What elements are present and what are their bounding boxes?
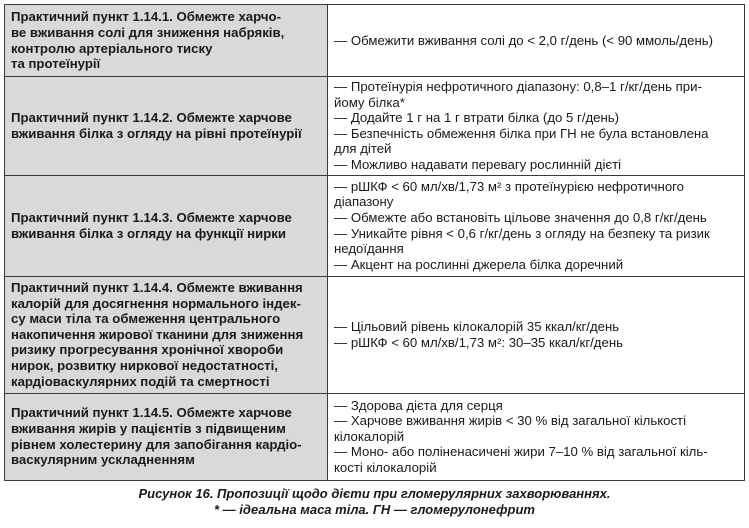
recommendation-text: — Здорова дієта для серця — Харчове вживання жирів < 30 % від загальної кількості кілокалорій — Моно- або поліненасичені жири 7–10 % від загальної кіль- кості кілокалорій <box>334 397 708 475</box>
practice-point-cell <box>5 393 328 480</box>
table-row <box>5 276 745 393</box>
recommendation-text: — рШКФ < 60 мл/хв/1,73 м² з протеїнурією нефротичного діапазону — Обмежте або встановіть цільове значення до 0,8 г/кг/день — Уникайте рівня < 0,6 г/кг/день з огляду на безпеку та ризик недоїдання — Акцент на рослинні джерела білка доречний <box>334 178 710 272</box>
practice-point-cell <box>5 175 328 276</box>
recommendation-cell <box>328 175 745 276</box>
practice-point-title: Практичний пункт 1.14.3. Обмежте харчове вживання білка з огляду на функції нирки <box>11 209 292 241</box>
practice-point-cell <box>5 77 328 176</box>
figure-caption <box>0 486 749 518</box>
table-row <box>5 77 745 176</box>
recommendation-cell <box>328 5 745 77</box>
caption-title: Рисунок 16. Пропозиції щодо дієти при гломерулярних захворюваннях. <box>138 486 611 501</box>
practice-point-title: Практичний пункт 1.14.5. Обмежте харчове вживання жирів у пацієнтів з підвищеним рівнем холестерину для запобігання кардіо- васкулярним ускладненням <box>11 405 302 468</box>
diet-recommendations-table <box>4 4 745 481</box>
practice-point-title: Практичний пункт 1.14.1. Обмежте харчо- ве вживання солі для зниження набряків, контролю артеріального тиску та протеїнурії <box>11 9 285 72</box>
recommendation-text: — Обмежити вживання солі до < 2,0 г/день (< 90 ммоль/день) <box>334 32 714 48</box>
practice-point-title: Практичний пункт 1.14.4. Обмежте вживання калорій для досягнення нормального індек- су маси тіла та обмеження центрального накопичення жирової тканини для зниження ризику прогресування хронічної хвороби нирок, розвитку ниркової недостатності, кардіоваскулярних подій та смертності <box>11 279 304 389</box>
recommendation-cell <box>328 77 745 176</box>
table-row <box>5 393 745 480</box>
table-row <box>5 175 745 276</box>
practice-point-cell <box>5 5 328 77</box>
practice-point-title: Практичний пункт 1.14.2. Обмежте харчове вживання білка з огляду на рівні протеїнурії <box>11 110 302 141</box>
recommendation-cell <box>328 393 745 480</box>
practice-point-cell <box>5 276 328 393</box>
recommendation-text: — Цільовий рівень кілокалорій 35 ккал/кг/день — рШКФ < 60 мл/хв/1,73 м²: 30–35 ккал/кг/день <box>334 318 623 350</box>
table-row <box>5 5 745 77</box>
recommendation-cell <box>328 276 745 393</box>
caption-footnote: * — ідеальна маса тіла. ГН — гломерулонефрит <box>214 502 535 517</box>
recommendation-text: — Протеїнурія нефротичного діапазону: 0,8–1 г/кг/день при- йому білка* — Додайте 1 г на 1 г втрати білка (до 5 г/день) — Безпечність обмеження білка при ГН не була встановлена для дітей — Можливо надавати перевагу рослинній дієті <box>334 79 709 172</box>
